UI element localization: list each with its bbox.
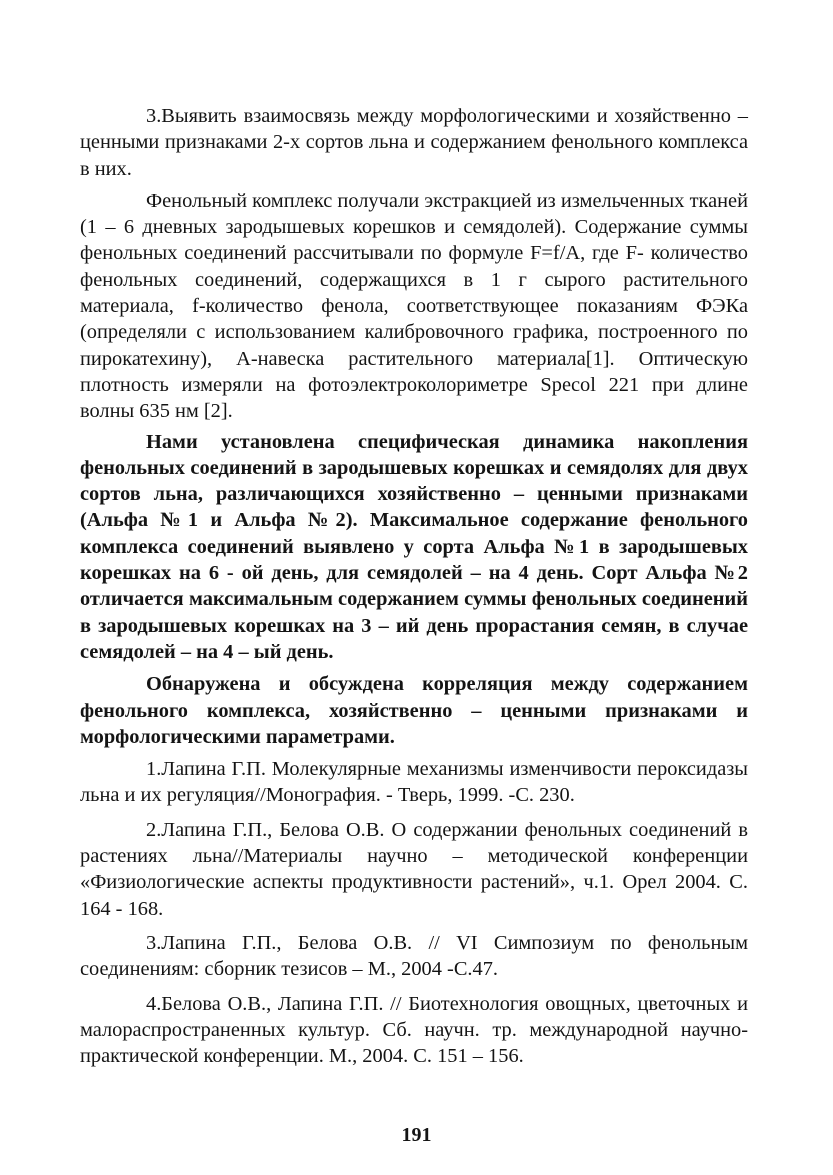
paragraph-conclusion: Обнаружена и обсуждена корреляция между содержанием фенольного комплекса, хозяйственно – ценными признаками и морфологическими параметрами.: [80, 673, 748, 748]
reference-item: 3.Лапина Г.П., Белова О.В. // VI Симпозиум по фенольным соединениям: сборник тезисов – М., 2004 -С.47.: [80, 931, 748, 981]
reference-item: 1.Лапина Г.П. Молекулярные механизмы изменчивости пероксидазы льна и их регуляция//Монография. - Тверь, 1999. -С. 230.: [80, 758, 748, 807]
reference-item: 2.Лапина Г.П., Белова О.В. О содержании фенольных соединений в растениях льна//Материалы научно – методической конференции «Физиологические аспекты продуктивности растений», ч.1. Орел 2004. С. 164 - 168.: [80, 818, 748, 920]
references-list: [80, 756, 748, 1069]
paragraph-results: Нами установлена специфическая динамика накопления фенольных соединений в зародышевых корешках и семядолях для двух сортов льна, различающихся хозяйственно – ценными признаками (Альфа №1 и Альфа №2). Максимальное содержание фенольного комплекса соединений выявлено у сорта Альфа №1 в зародышевых корешках на 6 - ой день, для семядолей – на 4 день. Сорт Альфа №2 отличается максимальным содержанием суммы фенольных соединений в зародышевых корешках на 3 – ий день прорастания семян, в случае семядолей – на 4 – ый день.: [80, 430, 748, 663]
reference-item: 4.Белова О.В., Лапина Г.П. // Биотехнология овощных, цветочных и малораспространенных культур. Сб. научн. тр. международной научно-практической конференции. М., 2004. С. 151 – 156.: [80, 992, 748, 1068]
paragraph-objective-3: 3.Выявить взаимосвязь между морфологическими и хозяйственно – ценными признаками 2-х сортов льна и содержанием фенольного комплекса в них.: [80, 105, 748, 180]
paragraph-methods: Фенольный комплекс получали экстракцией из измельченных тканей (1 – 6 дневных зародышевых корешков и семядолей). Содержание суммы фенольных соединений рассчитывали по формуле F=f/A, где F- количество фенольных соединений, содержащихся в 1 г сырого растительного материала, f-количество фенола, соответствующее показаниям ФЭКа (определяли с использованием калибровочного графика, построенного по пирокатехину), А-навеска растительного материала[1]. Оптическую плотность измеряли на фотоэлектроколориметре Specol 221 при длине волны 635 нм [2].: [80, 189, 748, 423]
page-number: 191: [401, 1124, 432, 1146]
page-body: [80, 103, 748, 1077]
